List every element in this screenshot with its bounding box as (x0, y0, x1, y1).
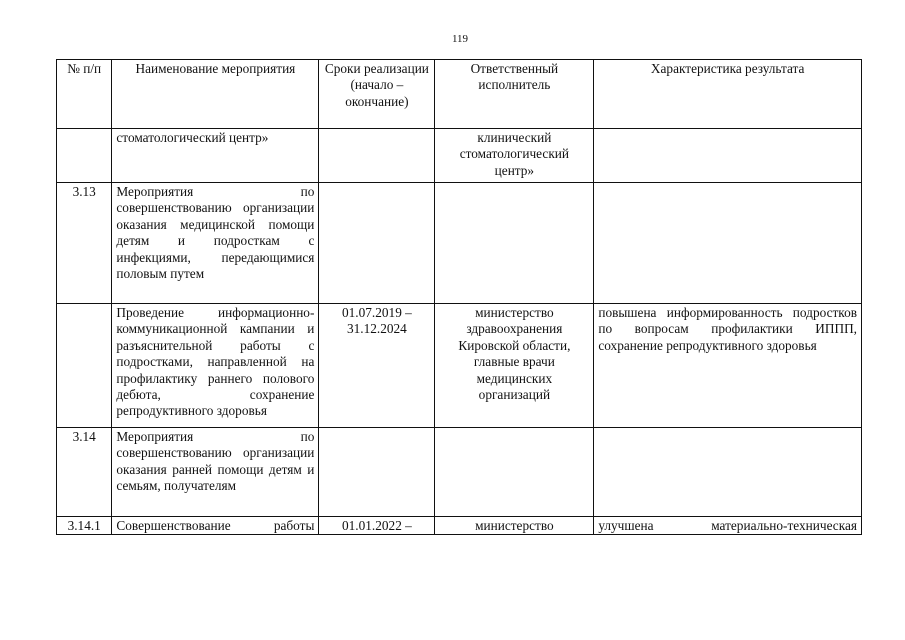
row-period (319, 129, 435, 183)
measures-table (56, 59, 862, 535)
row-result: улучшена материально-техническая (594, 517, 862, 535)
row-result (594, 129, 862, 183)
table-row (57, 129, 862, 183)
row-result: повышена информированность подростков по вопросам профилактики ИППП, сохранение репродуктивного здоровья (594, 304, 862, 428)
header-period: Сроки реализации (начало – окончание) (319, 60, 435, 129)
row-period: 01.01.2022 – (319, 517, 435, 535)
row-period: 01.07.2019 – 31.12.2024 (319, 304, 435, 428)
row-responsible: министерство (435, 517, 594, 535)
row-num (57, 129, 112, 183)
row-name: Мероприятия по совершенствованию организации оказания ранней помощи детям и семьям, получателям (112, 428, 319, 517)
row-period (319, 428, 435, 517)
row-name: Проведение информационно-коммуникационной кампании и разъяснительной работы с подростками, направленной на профилактику раннего полового дебюта, сохранение репродуктивного здоровья (112, 304, 319, 428)
row-name: стоматологический центр» (112, 129, 319, 183)
header-num: № п/п (57, 60, 112, 129)
row-responsible (435, 183, 594, 304)
table-header-row (57, 60, 862, 129)
row-num: 3.14.1 (57, 517, 112, 535)
row-result (594, 428, 862, 517)
row-period (319, 183, 435, 304)
header-result: Характеристика результата (594, 60, 862, 129)
row-name: Мероприятия по совершенствованию организации оказания медицинской помощи детям и подросткам с инфекциями, передающимися половым путем (112, 183, 319, 304)
page-number: 119 (451, 33, 469, 45)
row-num: 3.13 (57, 183, 112, 304)
row-name: Совершенствование работы (112, 517, 319, 535)
row-num (57, 304, 112, 428)
table-row (57, 304, 862, 428)
header-responsible: Ответственный исполнитель (435, 60, 594, 129)
row-responsible (435, 428, 594, 517)
table-row (57, 183, 862, 304)
row-responsible: клинический стоматологический центр» (435, 129, 594, 183)
header-name: Наименование мероприятия (112, 60, 319, 129)
table-row (57, 517, 862, 535)
row-result (594, 183, 862, 304)
row-num: 3.14 (57, 428, 112, 517)
row-responsible: министерство здравоохранения Кировской области, главные врачи медицинских организаций (435, 304, 594, 428)
table-row (57, 428, 862, 517)
